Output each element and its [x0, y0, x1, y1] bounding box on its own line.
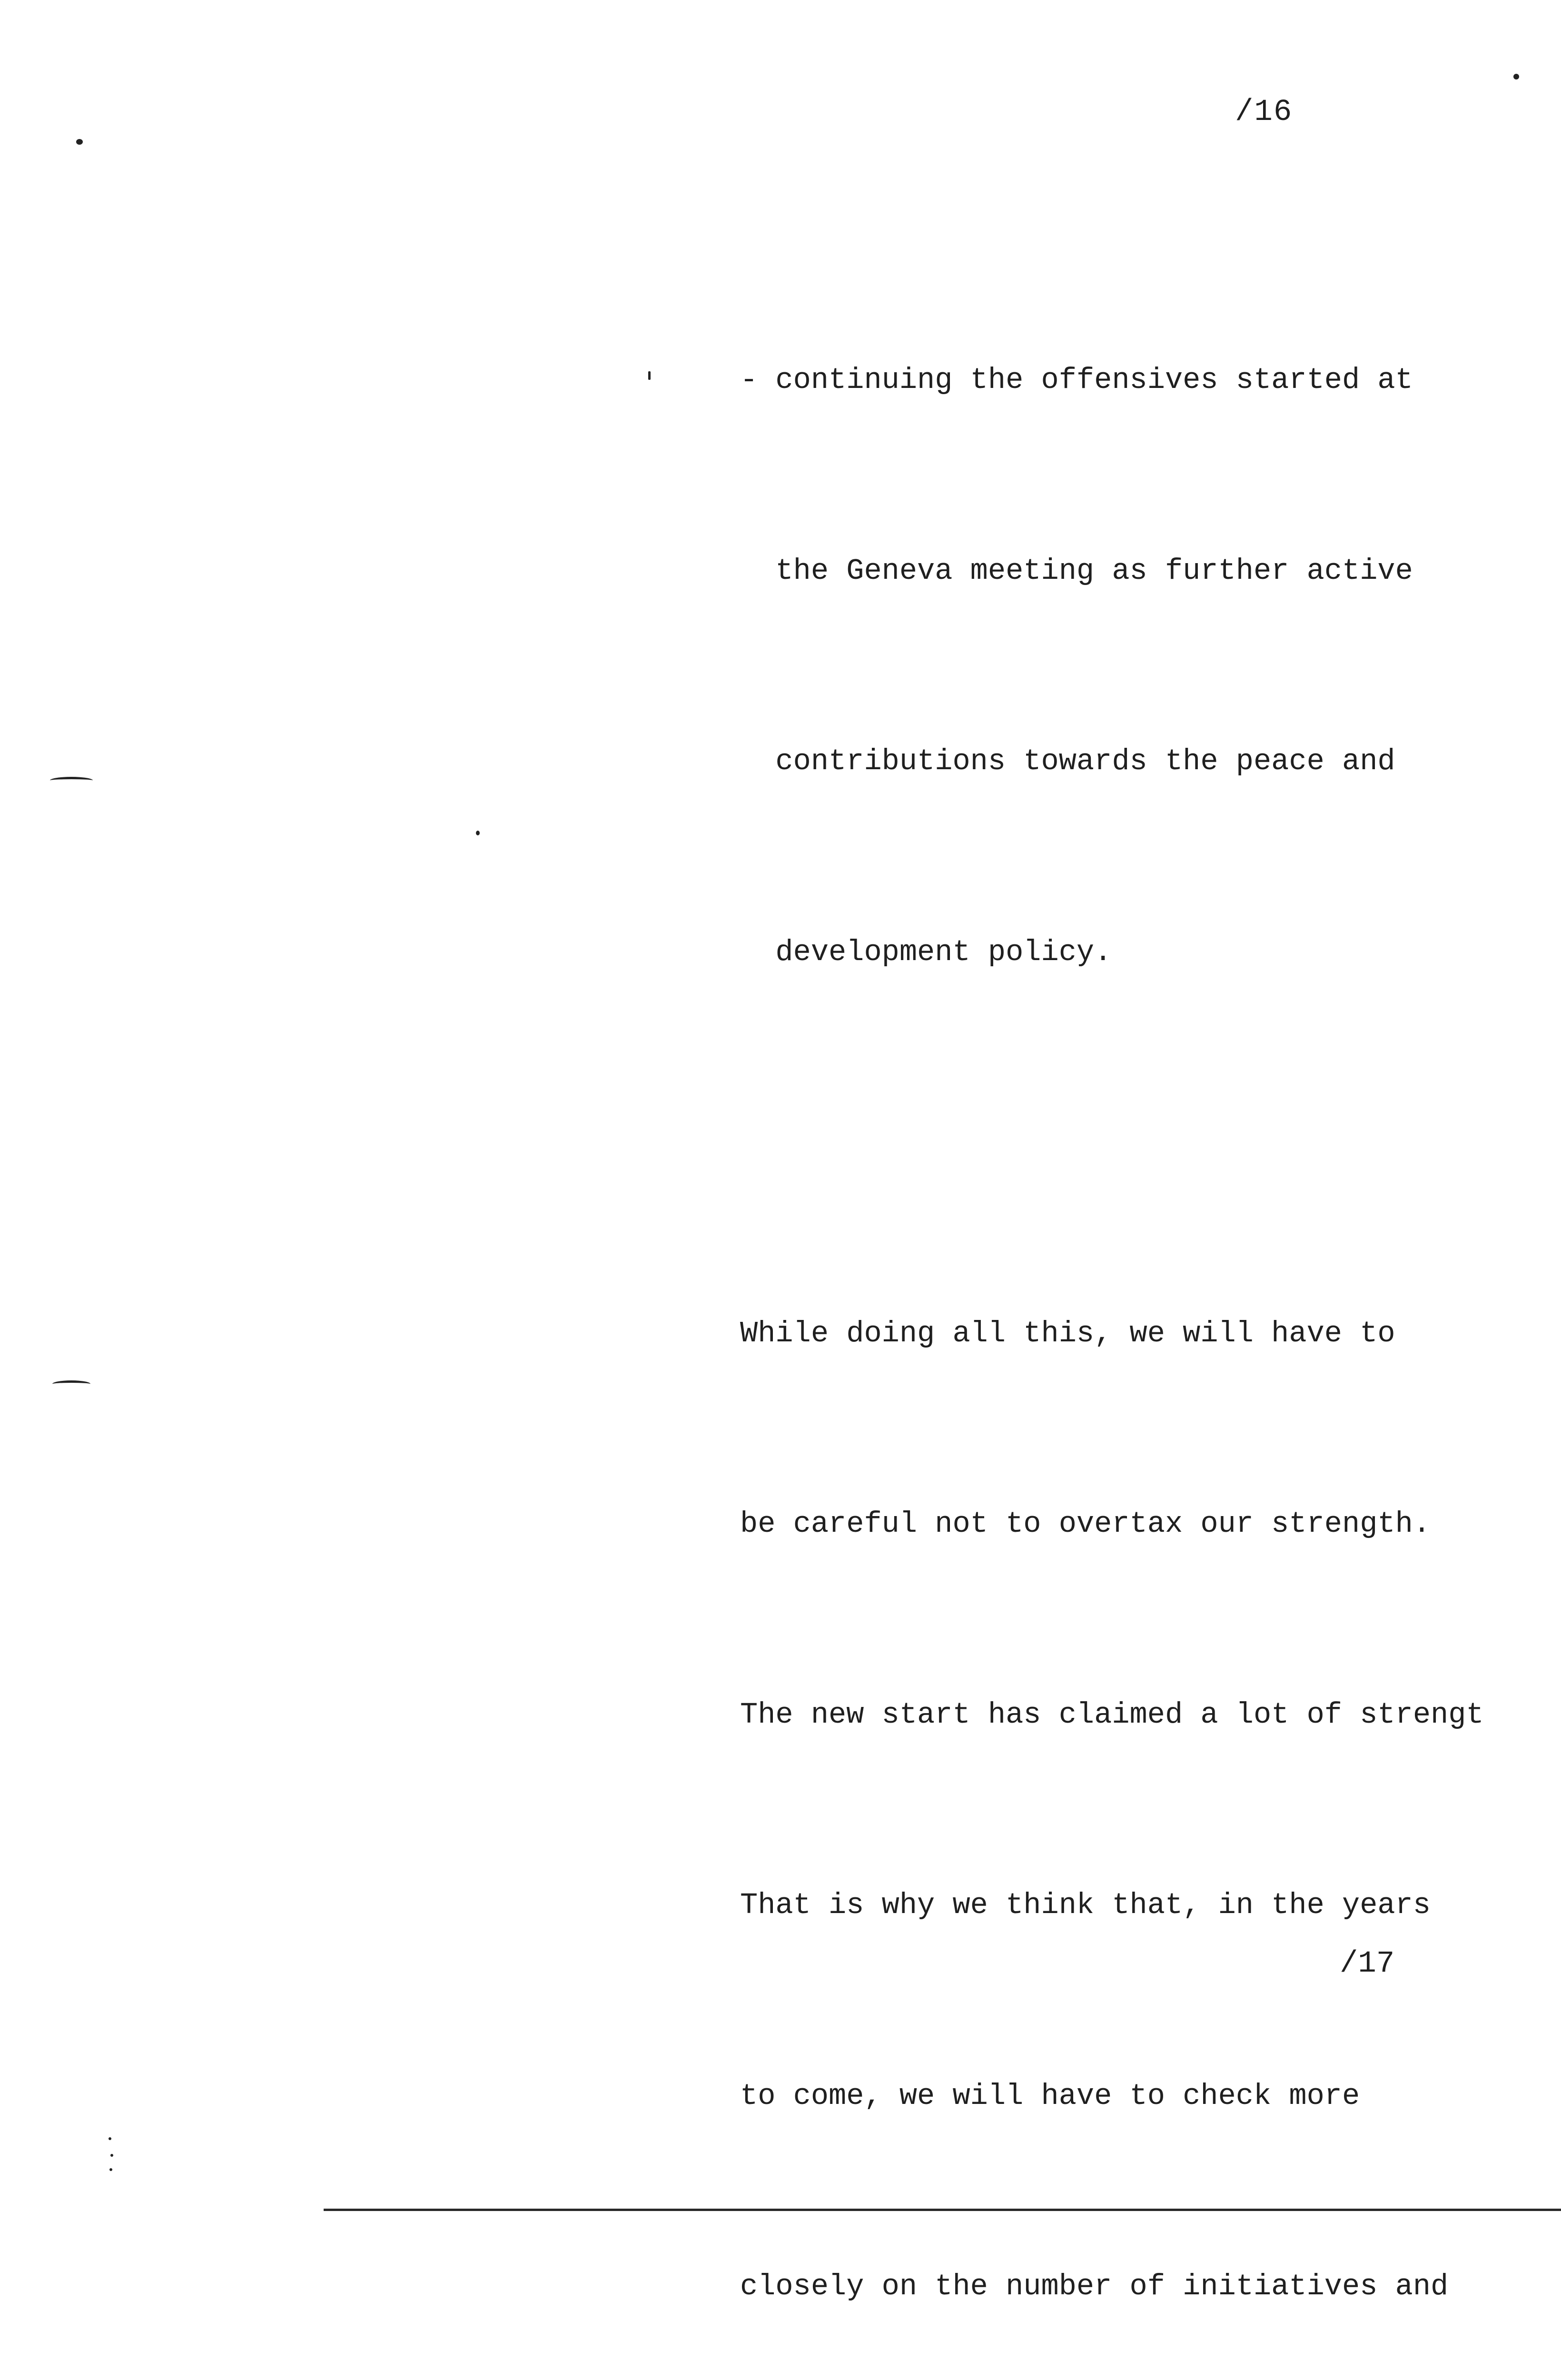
- scan-speck: [1513, 74, 1519, 79]
- next-page-marker: /17: [1340, 1947, 1395, 1981]
- text-line: to come, we will have to check more: [740, 2079, 1360, 2113]
- text-line: development policy.: [740, 935, 1112, 969]
- scan-speck: [648, 371, 651, 380]
- margin-mark: [50, 777, 93, 784]
- paragraph-gap: [740, 1111, 1549, 1175]
- text-line: closely on the number of initiatives and: [740, 2270, 1449, 2303]
- text-line: be careful not to overtax our strength.: [740, 1507, 1431, 1541]
- scan-speck: [109, 2168, 112, 2171]
- body-text: [740, 221, 1549, 2380]
- scan-speck: [76, 139, 83, 145]
- text-line: The new start has claimed a lot of strengt: [740, 1697, 1484, 1732]
- text-line: While doing all this, we will have to: [740, 1316, 1395, 1350]
- text-line: the Geneva meeting as further active: [740, 554, 1413, 588]
- text-line: - continuing the offensives started at: [740, 363, 1413, 397]
- margin-mark: [52, 1380, 90, 1388]
- text-line: contributions towards the peace and: [740, 744, 1395, 778]
- scan-speck: [109, 2137, 111, 2140]
- text-line: That is why we think that, in the years: [740, 1888, 1431, 1922]
- bottom-edge-line: [324, 2209, 1561, 2211]
- scan-speck: [476, 831, 480, 835]
- page-number: /16: [1235, 95, 1293, 129]
- scan-speck: [110, 2154, 113, 2157]
